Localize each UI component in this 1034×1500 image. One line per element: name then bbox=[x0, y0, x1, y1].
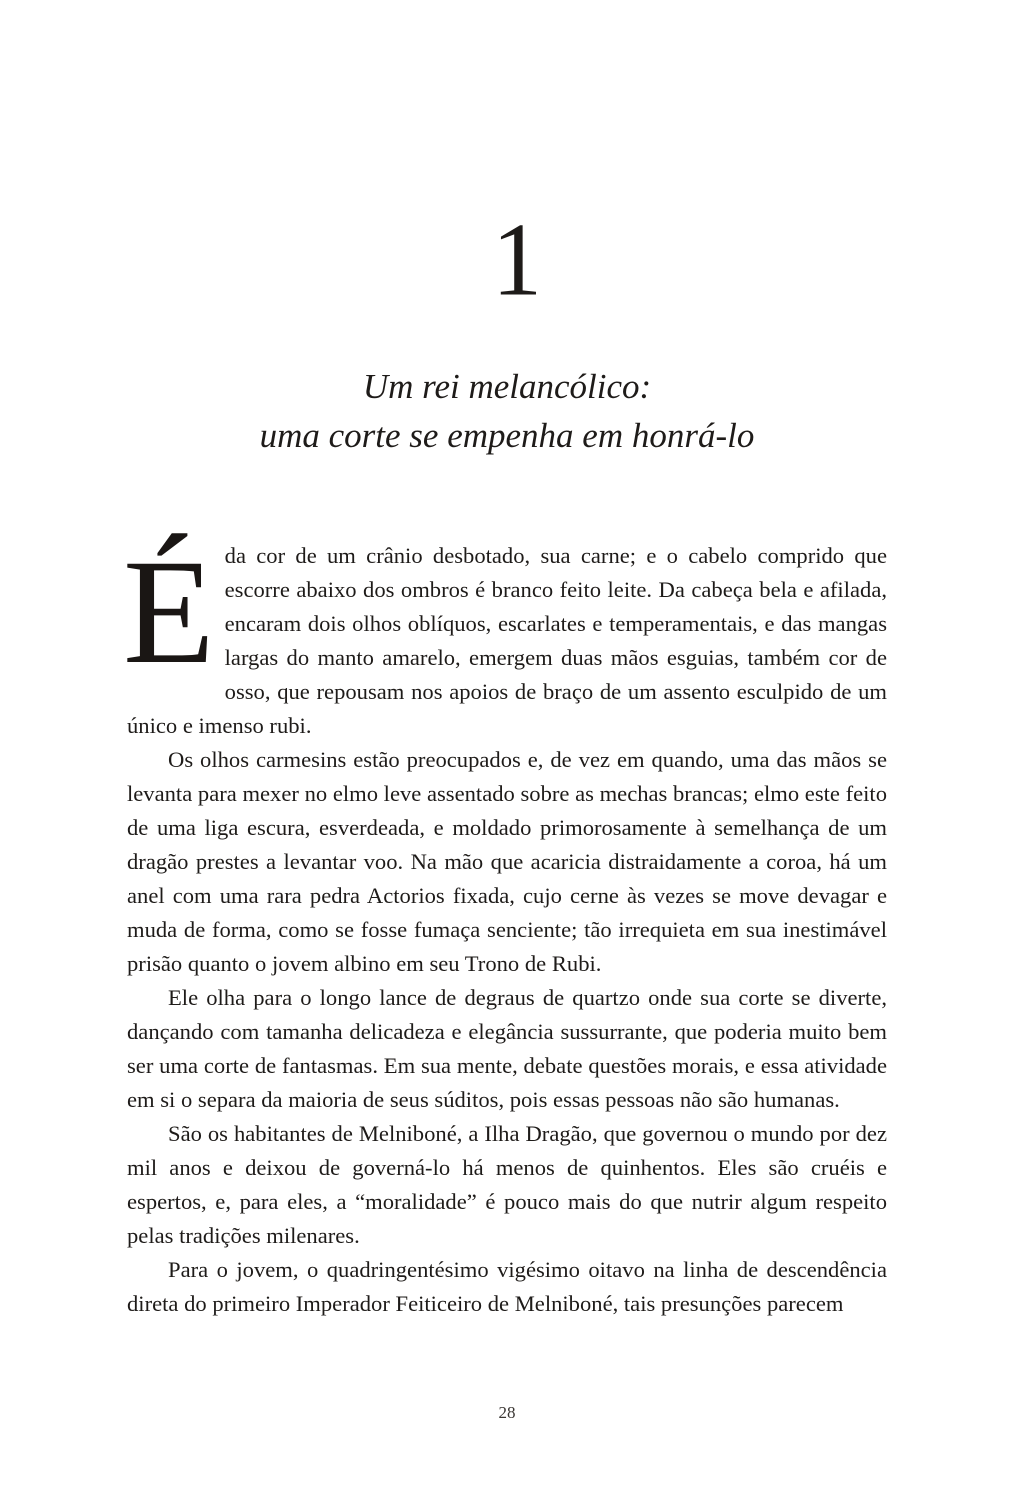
chapter-number: 1 bbox=[492, 201, 542, 318]
chapter-body bbox=[123, 529, 887, 1321]
paragraph-1-text: da cor de um crânio desbotado, sua carne; e o cabelo comprido que escorre abaixo dos ombros é branco feito leite. Da cabeça bela e afilada, encaram dois olhos oblíquos, escarlates e temperamentais, e das mangas largas do manto amarelo, emergem duas mãos esguias, também cor de osso, que repousam nos apoios de braço de um assento esculpido de um único e imenso rubi. bbox=[127, 543, 887, 738]
chapter-title-line-2: uma corte se empenha em honrá-lo bbox=[259, 416, 755, 455]
chapter-title bbox=[0, 362, 1014, 460]
paragraph-5: Para o jovem, o quadringentésimo vigésimo oitavo na linha de descendência direta do primeiro Imperador Feiticeiro de Melniboné, tais presunções parecem bbox=[127, 1257, 887, 1316]
paragraph-2: Os olhos carmesins estão preocupados e, de vez em quando, uma das mãos se levanta para mexer no elmo leve assentado sobre as mechas brancas; elmo este feito de uma liga escura, esverdeada, e moldado primorosamente à semelhança de um dragão prestes a levantar voo. Na mão que acaricia distraidamente a coroa, há um anel com uma rara pedra Actorios fixada, cujo cerne às vezes se move devagar e muda de forma, como se fosse fumaça senciente; tão irrequieta em sua inestimável prisão quanto o jovem albino em seu Trono de Rubi. bbox=[127, 747, 887, 976]
paragraph-4: São os habitantes de Melniboné, a Ilha Dragão, que governou o mundo por dez mil anos e deixou de governá-lo há menos de quinhentos. Eles são cruéis e espertos, e, para eles, a “moralidade” é pouco mais do que nutrir algum respeito pelas tradições milenares. bbox=[127, 1121, 887, 1248]
drop-cap: É bbox=[123, 529, 215, 695]
paragraph-1 bbox=[123, 529, 887, 743]
page-number: 28 bbox=[498, 1403, 516, 1422]
chapter-title-line-1: Um rei melancólico: bbox=[362, 367, 652, 406]
paragraph-3: Ele olha para o longo lance de degraus de quartzo onde sua corte se diverte, dançando com tamanha delicadeza e elegância sussurrante, que poderia muito bem ser uma corte de fantasmas. Em sua mente, debate questões morais, e essa atividade em si o separa da maioria de seus súditos, pois essas pessoas não são humanas. bbox=[127, 985, 887, 1112]
